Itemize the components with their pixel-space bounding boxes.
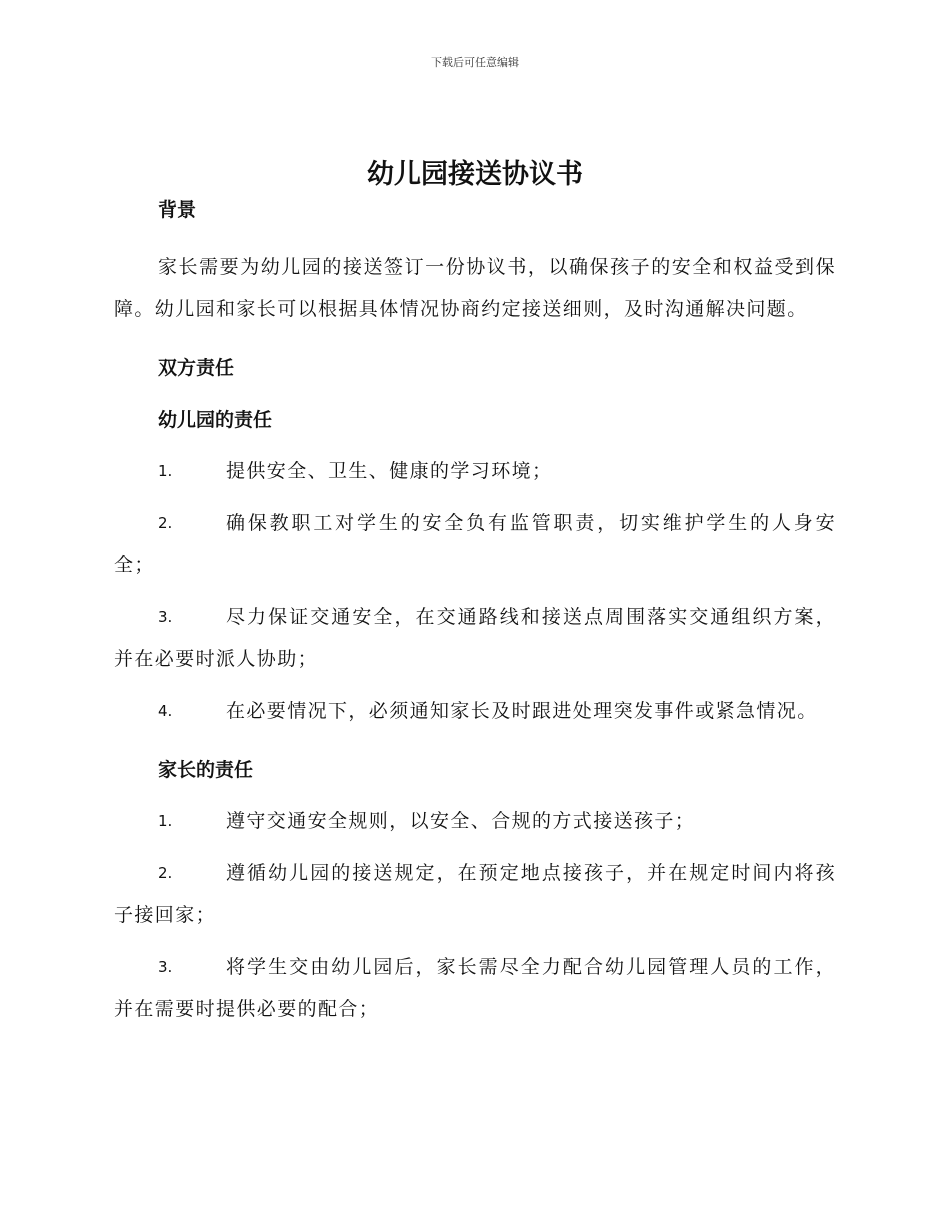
background-paragraph: 家长需要为幼儿园的接送签订一份协议书，以确保孩子的安全和权益受到保障。幼儿园和家长可以根据具体情况协商约定接送细则，及时沟通解决问题。 (114, 256, 836, 320)
item-text: 尽力保证交通安全，在交通路线和接送点周围落实交通组织方案，并在必要时派人协助； (114, 606, 836, 670)
kindergarten-item-3 (114, 596, 836, 680)
parents-item-3 (114, 946, 836, 1030)
parents-heading: 家长的责任 (158, 759, 254, 781)
item-text: 提供安全、卫生、健康的学习环境； (226, 460, 553, 482)
item-text: 将学生交由幼儿园后，家长需尽全力配合幼儿园管理人员的工作，并在需要时提供必要的配合； (114, 956, 836, 1020)
kindergarten-item-1 (114, 450, 836, 492)
item-number: 1. (158, 462, 173, 480)
item-text: 遵循幼儿园的接送规定，在预定地点接孩子，并在规定时间内将孩子接回家； (114, 862, 836, 926)
item-text: 遵守交通安全规则，以安全、合规的方式接送孩子； (226, 810, 696, 832)
item-number: 2. (158, 864, 173, 882)
item-text: 确保教职工对学生的安全负有监管职责，切实维护学生的人身安全； (114, 512, 836, 576)
item-text: 在必要情况下，必须通知家长及时跟进处理突发事件或紧急情况。 (226, 700, 818, 722)
parents-item-2 (114, 852, 836, 936)
parents-item-1 (114, 800, 836, 842)
item-number: 3. (158, 958, 173, 976)
item-number: 2. (158, 514, 173, 532)
kindergarten-heading: 幼儿园的责任 (158, 409, 273, 431)
item-number: 1. (158, 812, 173, 830)
header-note: 下载后可任意编辑 (431, 56, 519, 69)
document-title: 幼儿园接送协议书 (367, 159, 583, 190)
document-body (114, 196, 836, 1030)
item-number: 3. (158, 608, 173, 626)
responsibilities-heading: 双方责任 (158, 357, 235, 379)
kindergarten-item-4 (114, 690, 836, 732)
background-heading: 背景 (158, 199, 197, 221)
kindergarten-item-2 (114, 502, 836, 586)
item-number: 4. (158, 702, 173, 720)
